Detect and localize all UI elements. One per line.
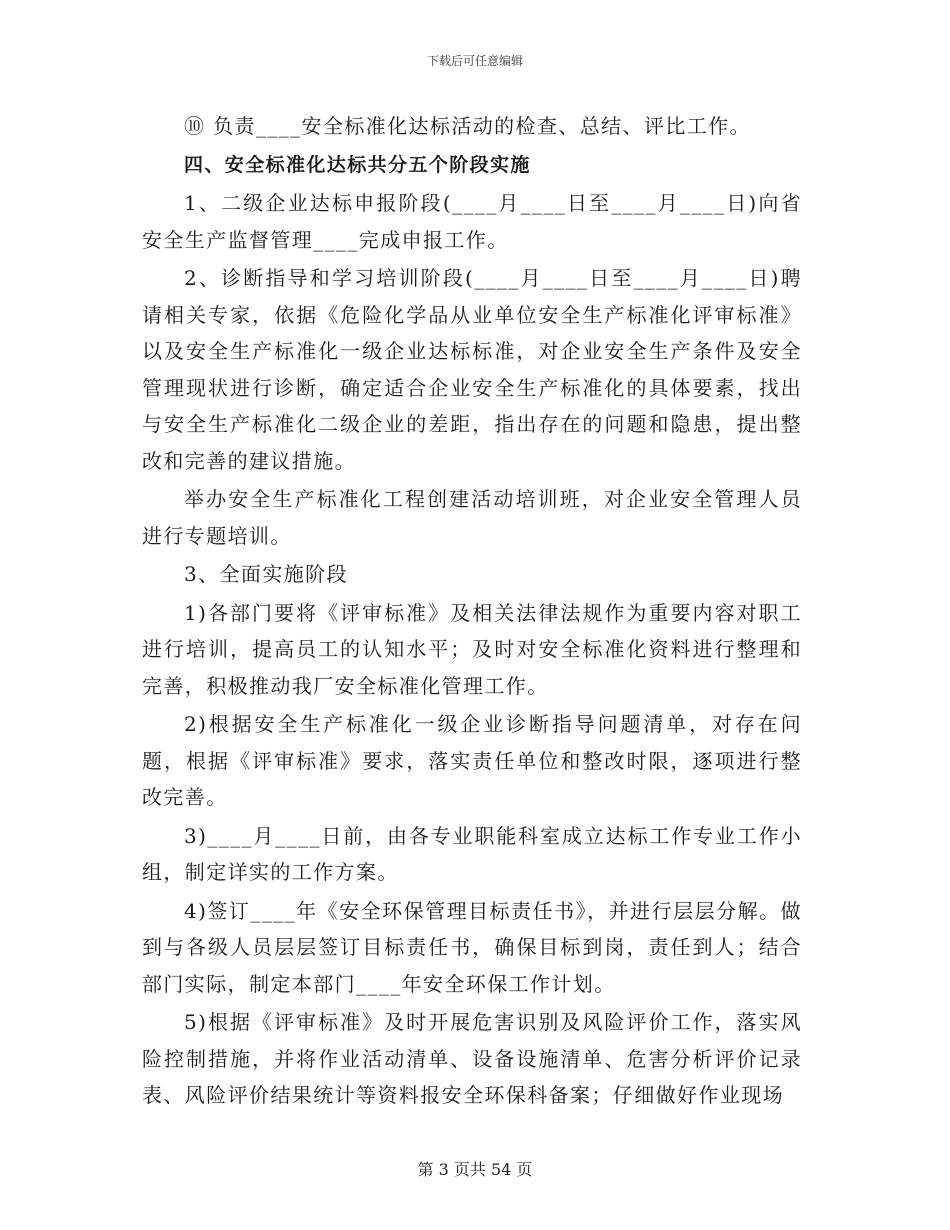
- paragraph-item-1: 1)各部门要将《评审标准》及相关法律法规作为重要内容对职工进行培训，提高员工的认知水平；及时对安全标准化资料进行整理和完善，积极推动我厂安全标准化管理工作。: [142, 600, 802, 698]
- document-body: [142, 108, 802, 1116]
- paragraph-training-class: 举办安全生产标准化工程创建活动培训班，对企业安全管理人员进行专题培训。: [142, 487, 802, 548]
- paragraph-item-2: 2)根据安全生产标准化一级企业诊断指导问题清单，对存在问题，根据《评审标准》要求，落实责任单位和整改时限，逐项进行整改完善。: [142, 712, 802, 809]
- paragraph-item-5: 5)根据《评审标准》及时开展危害识别及风险评价工作，落实风险控制措施，并将作业活动清单、设备设施清单、危害分析评价记录表、风险评价结果统计等资料报安全环保科备案；仔细做好作业现场: [142, 1010, 802, 1107]
- page-header-note: 下载后可任意编辑: [426, 54, 523, 68]
- paragraph-stage-1: 1、二级企业达标申报阶段(____月____日至____月____日)向省安全生产监督管理____完成申报工作。: [142, 191, 802, 252]
- section-heading-four: 四、安全标准化达标共分五个阶段实施: [184, 153, 531, 176]
- paragraph-responsibility-10: ⑩ 负责____安全标准化达标活动的检查、总结、评比工作。: [184, 114, 751, 138]
- paragraph-stage-2: 2、诊断指导和学习培训阶段(____月____日至____月____日)聘请相关专家，依据《危险化学品从业单位安全生产标准化评审标准》以及安全生产标准化一级企业达标标准，对企业安全生产条件及安全管理现状进行诊断，确定适合企业安全生产标准化的具体要素，找出与安全生产标准化二级企业的差距，指出存在的问题和隐患，提出整改和完善的建议措施。: [142, 266, 802, 473]
- paragraph-stage-3-title: 3、全面实施阶段: [184, 562, 348, 586]
- paragraph-item-4: 4)签订____年《安全环保管理目标责任书》，并进行层层分解。做到与各级人员层层签订目标责任书，确保目标到岗，责任到人；结合部门实际，制定本部门____年安全环保工作计划。: [142, 898, 802, 996]
- page-number-footer: 第 3 页共 54 页: [417, 1160, 533, 1179]
- paragraph-item-3: 3)____月____日前，由各专业职能科室成立达标工作专业工作小组，制定详实的工作方案。: [142, 823, 802, 884]
